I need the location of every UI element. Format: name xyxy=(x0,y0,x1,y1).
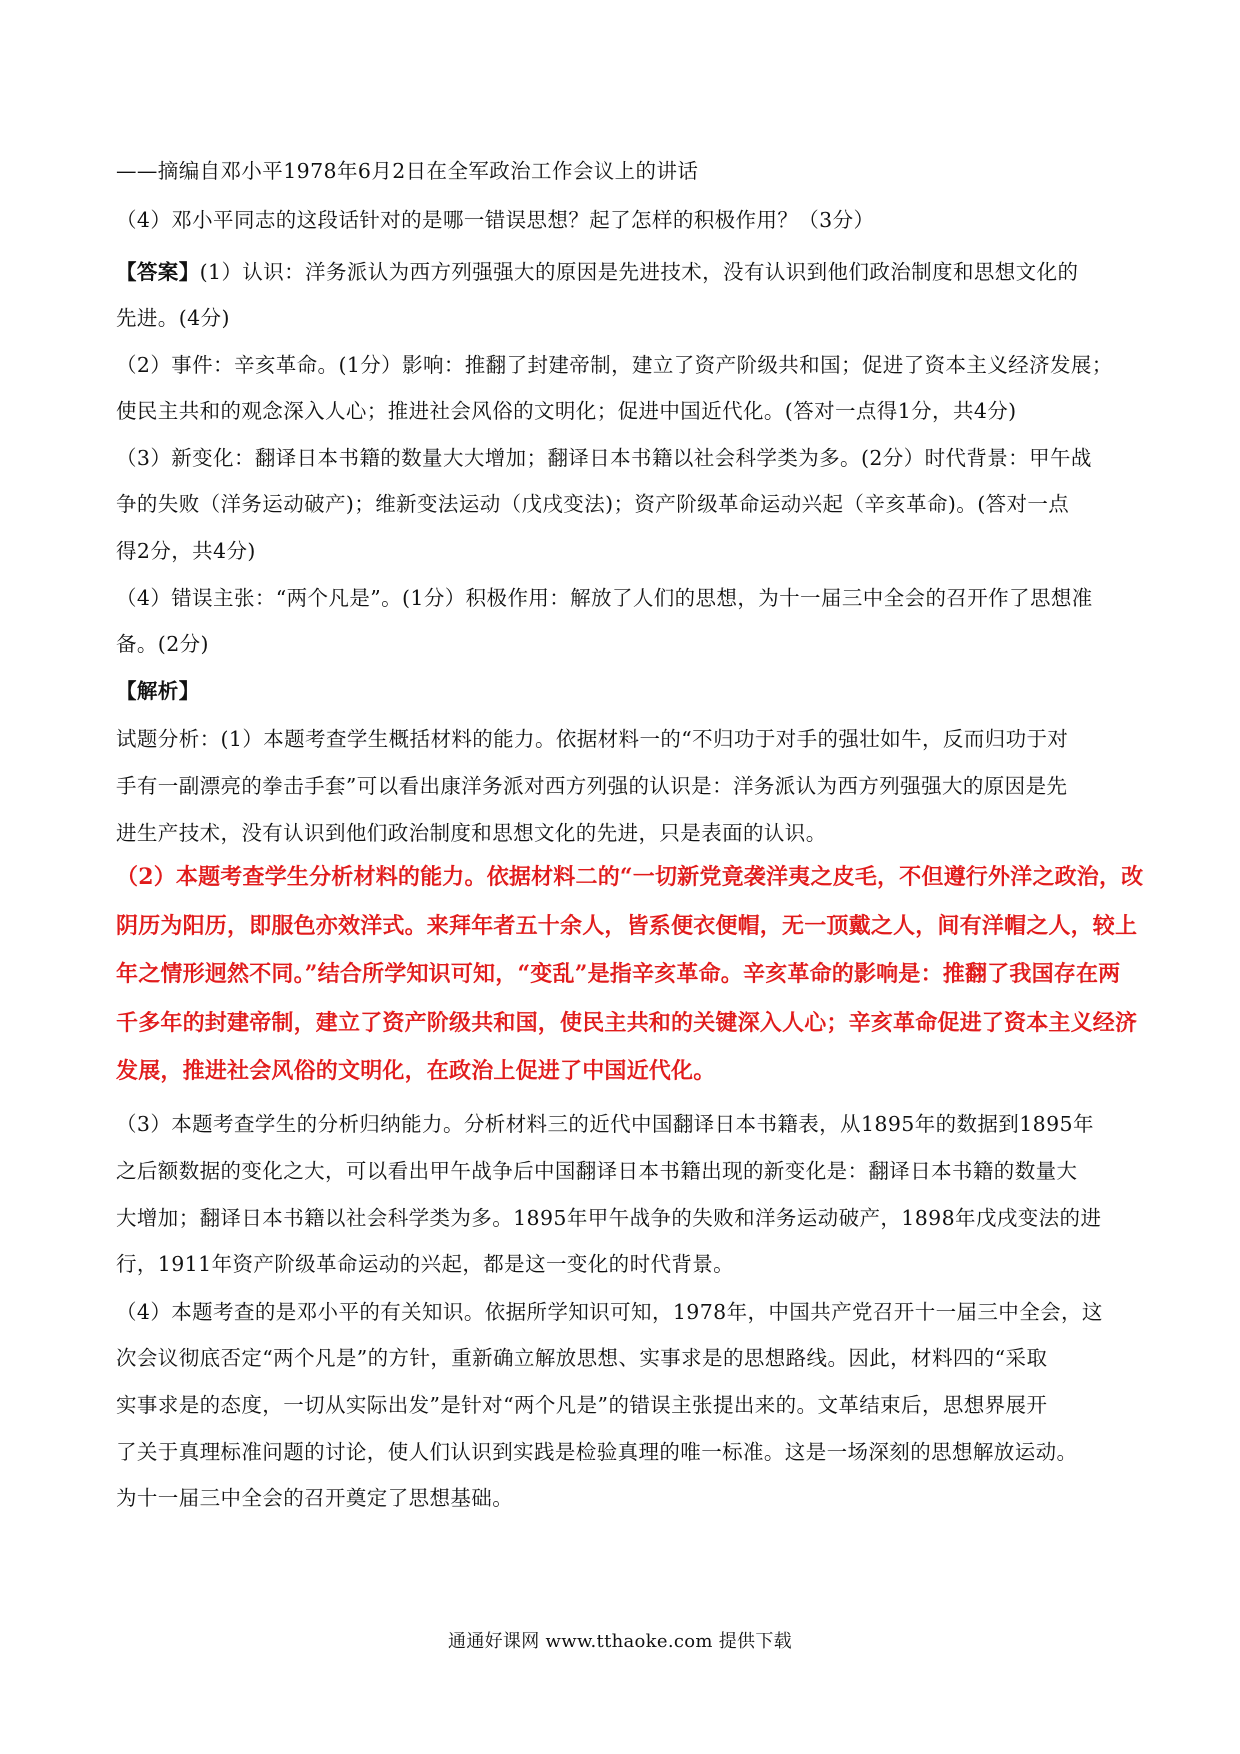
analysis-part3-line-3: 大增加；翻译日本书籍以社会科学类为多。1895年甲午战争的失败和洋务运动破产，1898年戊戌变法的进 xyxy=(116,1206,1102,1230)
answer-line-7: 得2分，共4分) xyxy=(116,539,256,563)
analysis-part2-line-3: 年之情形迥然不同。”结合所学知识可知，“变乱”是指辛亥革命。辛亥革命的影响是：推翻了我国存在两 xyxy=(116,961,1121,987)
analysis-part4-line-3: 实事求是的态度，一切从实际出发”是针对“两个凡是”的错误主张提出来的。文革结束后，思想界展开 xyxy=(116,1393,1048,1417)
question-4: （4）邓小平同志的这段话针对的是哪一错误思想？起了怎样的积极作用？（3分） xyxy=(116,208,875,232)
analysis-label: 【解析】 xyxy=(116,679,200,703)
analysis-part3-line-1: （3）本题考查学生的分析归纳能力。分析材料三的近代中国翻译日本书籍表，从1895年的数据到1895年 xyxy=(116,1112,1094,1136)
answer-line-1 xyxy=(116,258,1078,286)
analysis-part1-line-2: 手有一副漂亮的拳击手套”可以看出康洋务派对西方列强的认识是：洋务派认为西方列强强大的原因是先 xyxy=(116,774,1068,798)
analysis-part1-line-3: 进生产技术，没有认识到他们政治制度和思想文化的先进，只是表面的认识。 xyxy=(116,821,827,845)
analysis-part4-line-5: 为十一届三中全会的召开奠定了思想基础。 xyxy=(116,1486,514,1510)
answer-line-8: （4）错误主张：“两个凡是”。(1分）积极作用：解放了人们的思想，为十一届三中全会的召开作了思想准 xyxy=(116,586,1093,610)
answer-line-3: （2）事件：辛亥革命。(1分）影响：推翻了封建帝制，建立了资产阶级共和国；促进了资本主义经济发展； xyxy=(116,353,1113,377)
page-footer: 通通好课网 www.tthaoke.com 提供下载 xyxy=(448,1631,792,1652)
analysis-part4-line-1: （4）本题考查的是邓小平的有关知识。依据所学知识可知，1978年，中国共产党召开十一届三中全会，这 xyxy=(116,1300,1103,1324)
answer-line-9: 备。(2分) xyxy=(116,632,209,656)
analysis-part2-line-4: 千多年的封建帝制，建立了资产阶级共和国，使民主共和的关键深入人心；辛亥革命促进了资本主义经济 xyxy=(116,1010,1138,1036)
analysis-part2-line-5: 发展，推进社会风俗的文明化，在政治上促进了中国近代化。 xyxy=(116,1058,716,1084)
analysis-part4-line-4: 了关于真理标准问题的讨论，使人们认识到实践是检验真理的唯一标准。这是一场深刻的思想解放运动。 xyxy=(116,1440,1078,1464)
source-attribution: ——摘编自邓小平1978年6月2日在全军政治工作会议上的讲话 xyxy=(116,159,699,183)
analysis-part4-line-2: 次会议彻底否定“两个凡是”的方针，重新确立解放思想、实事求是的思想路线。因此，材料四的“采取 xyxy=(116,1346,1048,1370)
answer-line-5: （3）新变化：翻译日本书籍的数量大大增加；翻译日本书籍以社会科学类为多。(2分）时代背景：甲午战 xyxy=(116,446,1092,470)
answer-line-6: 争的失败（洋务运动破产)；维新变法运动（戊戌变法)；资产阶级革命运动兴起（辛亥革命)。(答对一点 xyxy=(116,492,1070,516)
analysis-part3-line-2: 之后额数据的变化之大，可以看出甲午战争后中国翻译日本书籍出现的新变化是：翻译日本书籍的数量大 xyxy=(116,1159,1078,1183)
analysis-part1-line-1: 试题分析：(1）本题考查学生概括材料的能力。依据材料一的“不归功于对手的强壮如牛，反而归功于对 xyxy=(116,727,1069,751)
analysis-part3-line-4: 行，1911年资产阶级革命运动的兴起，都是这一变化的时代背景。 xyxy=(116,1252,735,1276)
answer-line-4: 使民主共和的观念深入人心；推进社会风俗的文明化；促进中国近代化。(答对一点得1分，共4分) xyxy=(116,399,1017,423)
answer-line-2: 先进。(4分) xyxy=(116,306,230,330)
answer-text: (1）认识：洋务派认为西方列强强大的原因是先进技术，没有认识到他们政治制度和思想文化的 xyxy=(199,260,1079,284)
analysis-part2-line-2: 阴历为阳历，即服色亦效洋式。来拜年者五十余人，皆系便衣便帽，无一顶戴之人，间有洋帽之人，较上 xyxy=(116,913,1138,939)
answer-label: 【答案】 xyxy=(116,260,200,284)
analysis-part2-line-1: （2）本题考查学生分析材料的能力。依据材料二的“一切新党竟袭洋夷之皮毛，不但遵行外洋之政治，改 xyxy=(116,864,1144,890)
